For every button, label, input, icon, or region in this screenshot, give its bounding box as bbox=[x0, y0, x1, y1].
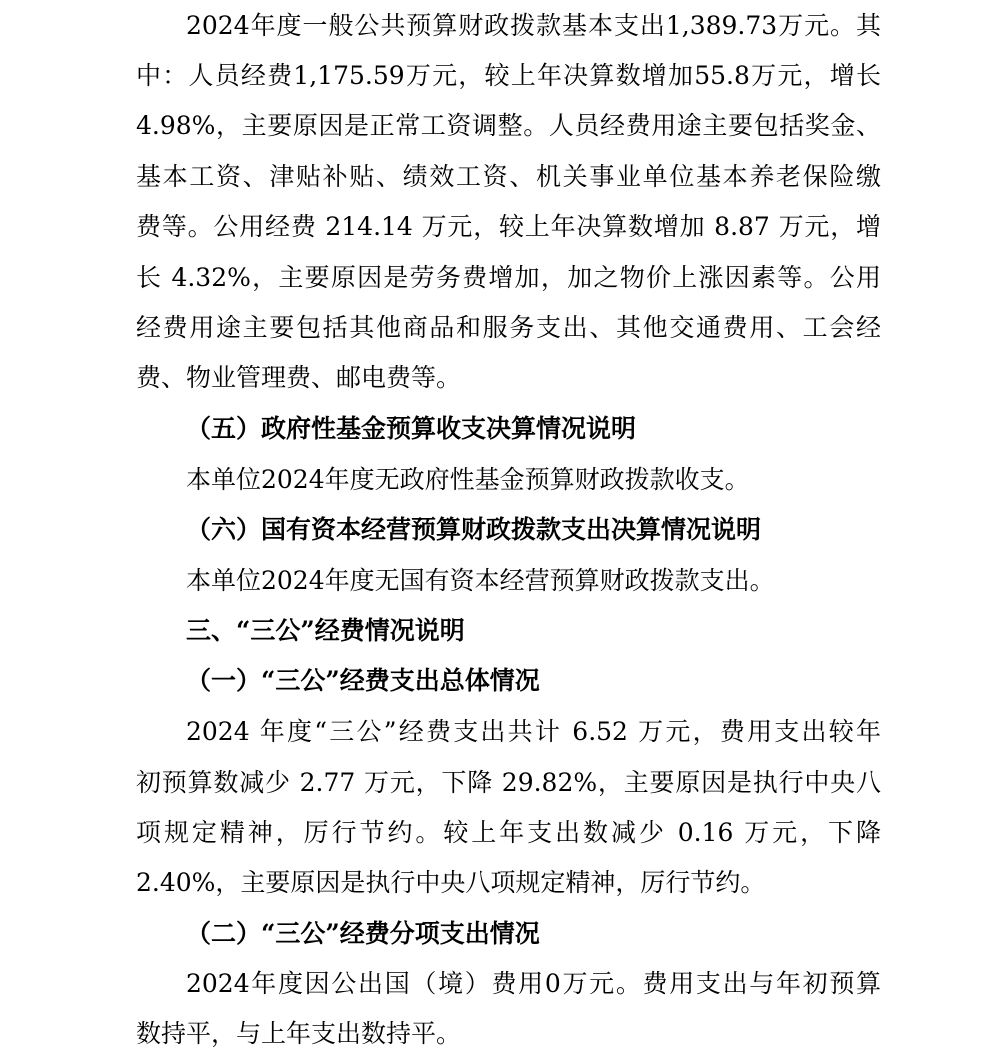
paragraph-line: 长 4.32%，主要原因是劳务费增加，加之物价上涨因素等。公用 bbox=[136, 263, 881, 292]
paragraph-line: 2.40%，主要原因是执行中央八项规定精神，厉行节约。 bbox=[136, 868, 766, 897]
paragraph-line: 2024 年度“三公”经费支出共计 6.52 万元，费用支出较年 bbox=[186, 717, 881, 746]
section-heading: （六）国有资本经营预算财政拨款支出决算情况说明 bbox=[186, 515, 762, 544]
paragraph-line: 本单位2024年度无国有资本经营预算财政拨款支出。 bbox=[186, 566, 775, 595]
paragraph-line: 2024年度因公出国（境）费用0万元。费用支出与年初预算 bbox=[186, 969, 881, 998]
paragraph-line: 经费用途主要包括其他商品和服务支出、其他交通费用、工会经 bbox=[136, 313, 881, 342]
paragraph-line: 初预算数减少 2.77 万元，下降 29.82%，主要原因是执行中央八 bbox=[136, 768, 881, 797]
paragraph-line: 项规定精神，厉行节约。较上年支出数减少 0.16 万元，下降 bbox=[136, 818, 881, 847]
paragraph-line: 4.98%，主要原因是正常工资调整。人员经费用途主要包括奖金、 bbox=[136, 111, 881, 140]
paragraph-line: 中：人员经费1,175.59万元，较上年决算数增加55.8万元，增长 bbox=[136, 61, 881, 90]
paragraph-line: 费等。公用经费 214.14 万元，较上年决算数增加 8.87 万元，增 bbox=[136, 212, 881, 241]
paragraph-line: 费、物业管理费、邮电费等。 bbox=[136, 363, 462, 392]
section-heading: （五）政府性基金预算收支决算情况说明 bbox=[186, 414, 637, 443]
paragraph-line: 基本工资、津贴补贴、绩效工资、机关事业单位基本养老保险缴 bbox=[136, 162, 881, 191]
section-heading: （一）“三公”经费支出总体情况 bbox=[186, 666, 540, 695]
paragraph-line: 2024年度一般公共预算财政拨款基本支出1,389.73万元。其 bbox=[186, 11, 881, 40]
paragraph-line: 数持平，与上年支出数持平。 bbox=[136, 1019, 462, 1048]
chapter-heading: 三、“三公”经费情况说明 bbox=[186, 616, 465, 645]
paragraph-line: 本单位2024年度无政府性基金预算财政拨款收支。 bbox=[186, 465, 750, 494]
section-heading: （二）“三公”经费分项支出情况 bbox=[186, 919, 540, 948]
